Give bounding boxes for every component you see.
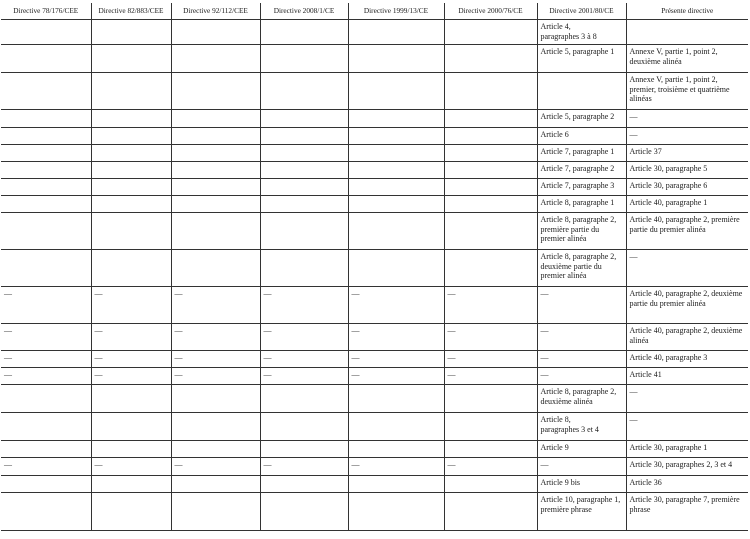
table-cell-col-92-112	[171, 213, 260, 250]
table-cell-col-2001-80: Article 7, paragraphe 1	[537, 145, 626, 162]
header-cell-2001-80: Directive 2001/80/CE	[537, 3, 626, 20]
table-row	[1, 368, 748, 385]
table-cell-col-2000-76	[444, 196, 537, 213]
table-cell-col-92-112: —	[171, 287, 260, 324]
table-cell-col-presente-directive: Article 37	[626, 145, 748, 162]
table-row	[1, 476, 748, 493]
header-cell-2000-76: Directive 2000/76/CE	[444, 3, 537, 20]
table-cell-col-1999-13: —	[348, 287, 444, 324]
table-cell-col-1999-13	[348, 162, 444, 179]
table-cell-col-92-112: —	[171, 324, 260, 351]
table-cell-col-1999-13	[348, 110, 444, 128]
table-row	[1, 287, 748, 324]
table-cell-col-92-112: —	[171, 458, 260, 476]
table-cell-col-78-176	[1, 196, 91, 213]
table-cell-col-2000-76: —	[444, 287, 537, 324]
table-cell-col-82-883: —	[91, 368, 171, 385]
table-cell-col-2000-76	[444, 73, 537, 110]
table-row	[1, 250, 748, 287]
table-cell-col-2008-1	[260, 413, 348, 441]
table-cell-col-2001-80: Article 7, paragraphe 3	[537, 179, 626, 196]
table-cell-col-presente-directive: Annexe V, partie 1, point 2, premier, troisième et quatrième alinéas	[626, 73, 748, 110]
table-cell-col-2008-1	[260, 385, 348, 413]
table-row	[1, 493, 748, 531]
table-cell-col-1999-13	[348, 179, 444, 196]
table-cell-col-1999-13	[348, 128, 444, 145]
table-cell-col-2000-76	[444, 413, 537, 441]
table-cell-col-78-176	[1, 145, 91, 162]
table-cell-col-78-176	[1, 441, 91, 458]
table-cell-col-2001-80: Article 5, paragraphe 2	[537, 110, 626, 128]
table-cell-col-2000-76	[444, 250, 537, 287]
table-cell-col-2000-76	[444, 20, 537, 45]
table-cell-col-1999-13: —	[348, 351, 444, 368]
table-cell-col-presente-directive: Annexe V, partie 1, point 2, deuxième alinéa	[626, 45, 748, 73]
table-cell-col-92-112	[171, 110, 260, 128]
table-cell-col-2008-1	[260, 196, 348, 213]
table-cell-col-92-112	[171, 45, 260, 73]
table-row	[1, 162, 748, 179]
table-cell-col-1999-13	[348, 73, 444, 110]
table-cell-col-82-883	[91, 250, 171, 287]
table-cell-col-presente-directive: Article 41	[626, 368, 748, 385]
table-cell-col-2008-1	[260, 213, 348, 250]
table-cell-col-78-176	[1, 413, 91, 441]
table-cell-col-2000-76	[444, 441, 537, 458]
table-row	[1, 20, 748, 45]
table-cell-col-82-883	[91, 110, 171, 128]
table-cell-col-1999-13	[348, 196, 444, 213]
table-cell-col-78-176: —	[1, 351, 91, 368]
table-cell-col-presente-directive: Article 30, paragraphe 1	[626, 441, 748, 458]
table-cell-col-2008-1	[260, 493, 348, 531]
table-cell-col-2008-1	[260, 110, 348, 128]
table-cell-col-1999-13	[348, 145, 444, 162]
table-cell-col-82-883	[91, 162, 171, 179]
table-cell-col-2001-80: Article 4, paragraphes 3 à 8	[537, 20, 626, 45]
table-cell-col-92-112	[171, 250, 260, 287]
table-cell-col-92-112: —	[171, 351, 260, 368]
table-cell-col-2008-1	[260, 20, 348, 45]
table-cell-col-92-112	[171, 162, 260, 179]
table-cell-col-82-883	[91, 385, 171, 413]
table-cell-col-92-112	[171, 73, 260, 110]
table-cell-col-2000-76	[444, 493, 537, 531]
table-row	[1, 351, 748, 368]
table-cell-col-2001-80: Article 8, paragraphes 3 et 4	[537, 413, 626, 441]
table-cell-col-92-112	[171, 476, 260, 493]
table-row	[1, 110, 748, 128]
table-cell-col-92-112	[171, 493, 260, 531]
table-cell-col-presente-directive: Article 40, paragraphe 2, première partie du premier alinéa	[626, 213, 748, 250]
table-cell-col-78-176: —	[1, 287, 91, 324]
table-cell-col-82-883	[91, 179, 171, 196]
table-cell-col-82-883	[91, 145, 171, 162]
table-cell-col-82-883	[91, 441, 171, 458]
table-cell-col-1999-13	[348, 441, 444, 458]
header-cell-78-176: Directive 78/176/CEE	[1, 3, 91, 20]
table-cell-col-2001-80: Article 8, paragraphe 2, première partie du premier alinéa	[537, 213, 626, 250]
table-cell-col-1999-13	[348, 20, 444, 45]
table-cell-col-2008-1: —	[260, 351, 348, 368]
table-cell-col-presente-directive: —	[626, 128, 748, 145]
table-cell-col-2001-80: Article 7, paragraphe 2	[537, 162, 626, 179]
table-cell-col-2000-76: —	[444, 368, 537, 385]
table-row	[1, 458, 748, 476]
table-cell-col-82-883: —	[91, 324, 171, 351]
table-cell-col-2001-80: Article 8, paragraphe 2, deuxième partie du premier alinéa	[537, 250, 626, 287]
table-cell-col-2001-80: Article 8, paragraphe 1	[537, 196, 626, 213]
table-cell-col-2000-76	[444, 145, 537, 162]
table-cell-col-2001-80: Article 8, paragraphe 2, deuxième alinéa	[537, 385, 626, 413]
table-row	[1, 145, 748, 162]
table-cell-col-presente-directive: Article 30, paragraphe 7, première phrase	[626, 493, 748, 531]
table-cell-col-2000-76: —	[444, 458, 537, 476]
table-cell-col-82-883: —	[91, 287, 171, 324]
table-cell-col-2008-1: —	[260, 287, 348, 324]
table-cell-col-presente-directive: —	[626, 385, 748, 413]
table-cell-col-2008-1	[260, 73, 348, 110]
table-cell-col-82-883: —	[91, 458, 171, 476]
table-cell-col-presente-directive: Article 30, paragraphe 5	[626, 162, 748, 179]
table-cell-col-78-176	[1, 162, 91, 179]
table-cell-col-presente-directive	[626, 20, 748, 45]
table-cell-col-92-112	[171, 20, 260, 45]
table-cell-col-2001-80: —	[537, 368, 626, 385]
table-cell-col-2000-76	[444, 179, 537, 196]
table-cell-col-2000-76	[444, 162, 537, 179]
table-cell-col-82-883	[91, 73, 171, 110]
table-body	[1, 20, 748, 531]
table-cell-col-78-176	[1, 385, 91, 413]
table-cell-col-1999-13	[348, 45, 444, 73]
header-cell-1999-13: Directive 1999/13/CE	[348, 3, 444, 20]
table-cell-col-2008-1: —	[260, 458, 348, 476]
header-cell-presente-directive: Présente directive	[626, 3, 748, 20]
header-row	[1, 3, 748, 20]
table-cell-col-2008-1	[260, 128, 348, 145]
table-cell-col-1999-13	[348, 493, 444, 531]
table-cell-col-2001-80: —	[537, 458, 626, 476]
table-row	[1, 45, 748, 73]
table-row	[1, 73, 748, 110]
table-cell-col-82-883	[91, 413, 171, 441]
table-cell-col-78-176: —	[1, 368, 91, 385]
table-cell-col-presente-directive: Article 40, paragraphe 1	[626, 196, 748, 213]
table-cell-col-2000-76	[444, 476, 537, 493]
table-header	[1, 3, 748, 20]
table-cell-col-2008-1	[260, 145, 348, 162]
table-cell-col-92-112	[171, 441, 260, 458]
table-row	[1, 413, 748, 441]
table-cell-col-78-176: —	[1, 458, 91, 476]
table-cell-col-82-883	[91, 213, 171, 250]
table-row	[1, 196, 748, 213]
table-cell-col-2008-1	[260, 162, 348, 179]
table-cell-col-78-176	[1, 128, 91, 145]
table-cell-col-2000-76: —	[444, 351, 537, 368]
table-cell-col-78-176	[1, 20, 91, 45]
table-cell-col-2001-80: —	[537, 287, 626, 324]
table-cell-col-presente-directive: —	[626, 110, 748, 128]
table-cell-col-1999-13	[348, 476, 444, 493]
table-cell-col-78-176	[1, 213, 91, 250]
table-cell-col-2001-80	[537, 73, 626, 110]
table-cell-col-2000-76	[444, 128, 537, 145]
table-cell-col-82-883: —	[91, 351, 171, 368]
table-cell-col-presente-directive: Article 40, paragraphe 3	[626, 351, 748, 368]
table-cell-col-78-176	[1, 250, 91, 287]
table-cell-col-82-883	[91, 45, 171, 73]
table-cell-col-2000-76: —	[444, 324, 537, 351]
table-row	[1, 385, 748, 413]
table-cell-col-presente-directive: Article 40, paragraphe 2, deuxième partie du premier alinéa	[626, 287, 748, 324]
table-row	[1, 441, 748, 458]
table-cell-col-presente-directive: Article 30, paragraphe 6	[626, 179, 748, 196]
table-cell-col-2008-1	[260, 179, 348, 196]
table-cell-col-78-176	[1, 45, 91, 73]
table-cell-col-1999-13: —	[348, 324, 444, 351]
table-cell-col-1999-13: —	[348, 458, 444, 476]
table-cell-col-2001-80: —	[537, 351, 626, 368]
table-cell-col-2000-76	[444, 45, 537, 73]
table-cell-col-2008-1	[260, 45, 348, 73]
table-cell-col-2001-80: Article 9	[537, 441, 626, 458]
table-cell-col-1999-13	[348, 250, 444, 287]
table-cell-col-78-176	[1, 110, 91, 128]
table-cell-col-2008-1: —	[260, 324, 348, 351]
table-cell-col-presente-directive: —	[626, 250, 748, 287]
table-cell-col-2001-80: Article 5, paragraphe 1	[537, 45, 626, 73]
table-cell-col-2001-80: Article 9 bis	[537, 476, 626, 493]
table-cell-col-78-176	[1, 493, 91, 531]
table-cell-col-presente-directive: Article 40, paragraphe 2, deuxième alinéa	[626, 324, 748, 351]
table-cell-col-82-883	[91, 493, 171, 531]
table-cell-col-presente-directive: Article 36	[626, 476, 748, 493]
table-row	[1, 128, 748, 145]
header-cell-92-112: Directive 92/112/CEE	[171, 3, 260, 20]
table-cell-col-92-112: —	[171, 368, 260, 385]
header-cell-82-883: Directive 82/883/CEE	[91, 3, 171, 20]
table-cell-col-92-112	[171, 196, 260, 213]
table-cell-col-2008-1	[260, 476, 348, 493]
correspondence-table	[1, 3, 748, 531]
table-cell-col-78-176: —	[1, 324, 91, 351]
table-cell-col-78-176	[1, 179, 91, 196]
header-cell-2008-1: Directive 2008/1/CE	[260, 3, 348, 20]
table-cell-col-82-883	[91, 128, 171, 145]
table-cell-col-92-112	[171, 145, 260, 162]
table-cell-col-2000-76	[444, 110, 537, 128]
table-row	[1, 179, 748, 196]
table-cell-col-92-112	[171, 128, 260, 145]
table-cell-col-82-883	[91, 196, 171, 213]
table-cell-col-82-883	[91, 476, 171, 493]
table-row	[1, 324, 748, 351]
table-cell-col-2000-76	[444, 385, 537, 413]
table-cell-col-1999-13	[348, 385, 444, 413]
table-cell-col-1999-13: —	[348, 368, 444, 385]
table-cell-col-2000-76	[444, 213, 537, 250]
table-cell-col-78-176	[1, 73, 91, 110]
table-cell-col-78-176	[1, 476, 91, 493]
table-cell-col-2008-1	[260, 250, 348, 287]
table-cell-col-presente-directive: Article 30, paragraphes 2, 3 et 4	[626, 458, 748, 476]
table-cell-col-presente-directive: —	[626, 413, 748, 441]
table-cell-col-2008-1: —	[260, 368, 348, 385]
table-cell-col-1999-13	[348, 413, 444, 441]
table-cell-col-2001-80: Article 10, paragraphe 1, première phrase	[537, 493, 626, 531]
table-cell-col-1999-13	[348, 213, 444, 250]
table-cell-col-92-112	[171, 413, 260, 441]
table-cell-col-2001-80: —	[537, 324, 626, 351]
table-cell-col-92-112	[171, 179, 260, 196]
table-cell-col-92-112	[171, 385, 260, 413]
table-cell-col-82-883	[91, 20, 171, 45]
table-cell-col-2008-1	[260, 441, 348, 458]
table-row	[1, 213, 748, 250]
table-cell-col-2001-80: Article 6	[537, 128, 626, 145]
